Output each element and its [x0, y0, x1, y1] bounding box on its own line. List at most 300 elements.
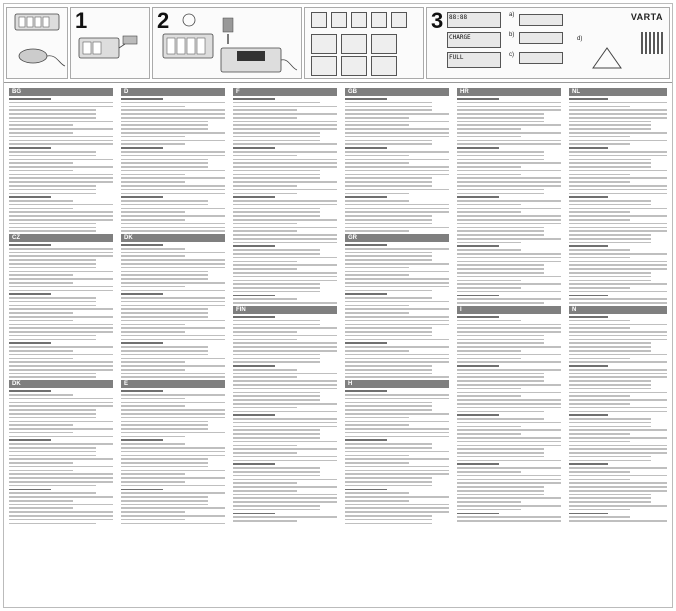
text-line [121, 174, 185, 176]
text-line [569, 298, 667, 300]
text-line [457, 520, 561, 522]
text-line [233, 448, 337, 450]
text-line [457, 261, 561, 263]
text-line [233, 475, 320, 477]
text-line [569, 411, 667, 413]
text-line [569, 253, 667, 255]
text-line [457, 124, 561, 126]
text-line [233, 407, 297, 409]
text-line [233, 471, 320, 473]
text-line [9, 98, 51, 100]
text-line [121, 335, 225, 337]
text-line [121, 473, 185, 475]
text-line [233, 230, 297, 232]
text-line [457, 280, 521, 282]
text-line [121, 470, 225, 472]
text-line [121, 515, 225, 517]
text-line [345, 358, 449, 360]
text-line [457, 365, 499, 367]
text-line [9, 361, 113, 363]
text-line [121, 523, 225, 525]
text-line [233, 373, 337, 375]
text-line [569, 407, 667, 409]
text-line [345, 136, 449, 138]
text-line [345, 297, 432, 299]
text-line [457, 441, 561, 443]
step-number-2: 2 [157, 8, 170, 33]
text-line [233, 426, 337, 428]
text-line [9, 504, 113, 506]
text-line [457, 346, 561, 348]
text-line [569, 109, 667, 111]
text-line [457, 509, 521, 511]
text-line [569, 354, 667, 356]
text-line [569, 291, 667, 293]
text-line [9, 324, 113, 326]
text-line [121, 259, 225, 261]
text-line [457, 147, 499, 149]
text-line [345, 166, 449, 168]
text-line [121, 278, 208, 280]
text-line [345, 248, 449, 250]
text-line [457, 177, 561, 179]
text-line [345, 193, 409, 195]
text-line [233, 354, 320, 356]
text-line [345, 489, 387, 491]
text-line [345, 335, 432, 337]
language-section-body [233, 98, 337, 304]
text-line [121, 193, 225, 195]
text-line [569, 320, 630, 322]
text-line [9, 470, 73, 472]
text-line [569, 106, 630, 108]
text-line [233, 509, 320, 511]
text-line [9, 492, 96, 494]
text-line [345, 98, 387, 100]
text-line [569, 128, 651, 130]
language-section-header: D [121, 88, 225, 96]
text-line [121, 477, 225, 479]
text-line [121, 511, 185, 513]
text-line [345, 373, 432, 375]
text-line [345, 170, 449, 172]
text-line [233, 335, 337, 337]
lcd-readout: CHARGE [449, 34, 471, 41]
text-line [233, 479, 337, 481]
text-line [121, 369, 185, 371]
text-line [233, 414, 275, 416]
text-line [121, 436, 185, 438]
text-line [345, 252, 432, 254]
text-line [121, 373, 225, 375]
text-line [569, 509, 630, 511]
text-line [569, 264, 667, 266]
text-line [457, 482, 561, 484]
text-line [569, 249, 630, 251]
text-line [569, 388, 651, 390]
text-line [569, 177, 667, 179]
text-line [457, 268, 544, 270]
text-line [457, 211, 521, 213]
text-line [9, 477, 113, 479]
text-line [9, 500, 73, 502]
text-line [457, 162, 561, 164]
text-line [9, 293, 51, 295]
brand-logo: VARTA [630, 12, 663, 22]
text-line [233, 147, 275, 149]
text-line [457, 174, 521, 176]
text-line [457, 516, 561, 518]
text-line [121, 485, 225, 487]
text-line [233, 102, 320, 104]
text-line [9, 177, 113, 179]
text-line [569, 268, 667, 270]
text-line [569, 490, 667, 492]
text-line [457, 358, 521, 360]
text-line [9, 193, 96, 195]
text-line [569, 426, 651, 428]
text-line [121, 342, 163, 344]
text-line [569, 211, 630, 213]
text-line [121, 271, 208, 273]
text-line [121, 106, 185, 108]
text-line [569, 467, 667, 469]
text-line [121, 504, 208, 506]
text-line [9, 230, 96, 232]
text-line [9, 369, 113, 371]
text-line [233, 339, 297, 341]
text-line [345, 394, 449, 396]
text-line [9, 421, 113, 423]
text-line [9, 132, 73, 134]
text-line [457, 298, 561, 300]
text-line [345, 481, 432, 483]
text-line [121, 402, 225, 404]
text-line [569, 238, 651, 240]
text-line [345, 496, 449, 498]
text-line [121, 361, 185, 363]
text-line [345, 432, 449, 434]
lcd-display [447, 52, 501, 68]
text-line [457, 245, 499, 247]
text-line [457, 471, 521, 473]
lcd-display [519, 14, 563, 26]
text-line [569, 513, 608, 515]
text-line [457, 411, 544, 413]
text-line [9, 335, 96, 337]
text-line [457, 200, 561, 202]
text-line [345, 174, 449, 176]
text-line [9, 447, 96, 449]
lcd-readout: FULL [449, 54, 464, 61]
text-line [9, 102, 113, 104]
text-column-1 [6, 86, 116, 605]
text-line [121, 255, 185, 257]
text-line [233, 494, 337, 496]
text-line [457, 181, 561, 183]
text-line [9, 252, 113, 254]
text-line [121, 215, 225, 217]
text-line [121, 196, 163, 198]
text-line [569, 143, 630, 145]
text-line [9, 424, 73, 426]
text-line [457, 501, 521, 503]
text-line [9, 515, 113, 517]
text-line [121, 248, 185, 250]
text-line [345, 492, 409, 494]
panel-display-modes [304, 7, 424, 79]
text-line [121, 432, 225, 434]
text-line [233, 253, 320, 255]
text-line [569, 392, 667, 394]
language-section-header: DK [121, 234, 225, 242]
text-line [9, 259, 96, 261]
text-line [569, 437, 667, 439]
language-section-body [569, 316, 667, 522]
text-line [345, 466, 449, 468]
text-line [457, 151, 544, 153]
text-line [457, 460, 561, 462]
step-number-1: 1 [75, 8, 88, 33]
text-line [457, 117, 544, 119]
text-line [9, 267, 96, 269]
text-line [569, 272, 651, 274]
text-line [569, 361, 667, 363]
text-line [233, 117, 297, 119]
instruction-sheet [3, 3, 673, 608]
text-line [345, 405, 432, 407]
sub-label: c) [509, 52, 514, 58]
language-section-header: GR [345, 234, 449, 242]
text-line [457, 215, 561, 217]
text-line [569, 516, 630, 518]
text-line [233, 467, 320, 469]
display-tile [371, 34, 397, 54]
text-line [569, 475, 667, 477]
text-line [457, 287, 521, 289]
text-line [9, 106, 113, 108]
text-line [457, 302, 544, 304]
text-line [345, 227, 449, 229]
text-line [345, 151, 449, 153]
text-line [569, 121, 651, 123]
text-line [345, 162, 409, 164]
text-line [569, 373, 667, 375]
text-line [457, 452, 544, 454]
text-line [9, 297, 96, 299]
text-line [345, 117, 409, 119]
text-line [233, 268, 297, 270]
text-line [9, 219, 113, 221]
text-line [9, 147, 51, 149]
text-line [457, 373, 544, 375]
text-line [9, 215, 113, 217]
text-line [457, 339, 544, 341]
text-line [9, 339, 96, 341]
text-line [233, 399, 320, 401]
text-line [345, 390, 387, 392]
text-line [121, 204, 208, 206]
text-line [233, 223, 297, 225]
text-line [345, 177, 432, 179]
text-line [121, 308, 208, 310]
text-line [121, 316, 208, 318]
panel-step-1 [70, 7, 150, 79]
text-line [569, 136, 630, 138]
mode-icon [351, 12, 367, 28]
text-line [457, 426, 521, 428]
text-line [345, 223, 432, 225]
text-line [345, 462, 409, 464]
mode-icon [311, 12, 327, 28]
text-line [9, 413, 96, 415]
text-line [121, 492, 225, 494]
text-line [457, 264, 544, 266]
step-2-illustration [153, 8, 301, 78]
text-line [9, 439, 51, 441]
text-line [233, 106, 337, 108]
text-line [233, 200, 337, 202]
text-line [121, 327, 225, 329]
text-line [233, 295, 275, 297]
text-line [569, 113, 667, 115]
text-line [457, 445, 561, 447]
text-line [9, 290, 113, 292]
text-line [9, 489, 51, 491]
text-line [345, 255, 432, 257]
text-column-2 [118, 86, 228, 605]
text-line [121, 354, 208, 356]
text-line [457, 170, 561, 172]
text-line [9, 455, 96, 457]
text-line [457, 219, 561, 221]
text-line [569, 324, 667, 326]
text-line [233, 121, 337, 123]
text-line [345, 312, 409, 314]
text-line [569, 208, 667, 210]
language-section-body [9, 98, 113, 232]
text-line [233, 177, 320, 179]
text-line [569, 452, 667, 454]
text-line [9, 162, 73, 164]
text-line [345, 271, 449, 273]
text-line [569, 147, 608, 149]
text-line [569, 380, 651, 382]
text-line [569, 335, 667, 337]
text-line [569, 456, 651, 458]
text-line [233, 331, 297, 333]
text-line [121, 305, 225, 307]
text-line [457, 272, 544, 274]
text-line [233, 358, 320, 360]
text-line [569, 132, 667, 134]
text-line [457, 185, 561, 187]
text-line [345, 132, 449, 134]
text-line [233, 98, 275, 100]
text-line [457, 429, 561, 431]
text-line [233, 342, 337, 344]
text-line [345, 417, 409, 419]
text-line [9, 523, 96, 525]
text-line [345, 369, 432, 371]
text-line [9, 301, 96, 303]
text-line [345, 106, 432, 108]
illustration-strip [4, 4, 672, 83]
text-line [345, 331, 432, 333]
text-line [457, 276, 561, 278]
text-line [345, 485, 432, 487]
text-line [345, 219, 432, 221]
text-line [233, 249, 320, 251]
text-line [457, 166, 521, 168]
text-line [233, 320, 320, 322]
text-line [9, 373, 96, 375]
text-line [569, 414, 608, 416]
text-line [233, 422, 337, 424]
text-line [457, 497, 561, 499]
language-section-body [345, 244, 449, 378]
text-line [345, 196, 387, 198]
qr-code-icon [641, 32, 663, 54]
text-line [9, 204, 113, 206]
text-line [9, 200, 73, 202]
text-line [121, 297, 225, 299]
text-line [457, 257, 561, 259]
language-section-body [9, 390, 113, 524]
text-line [345, 455, 409, 457]
text-line [121, 147, 163, 149]
text-line [233, 211, 320, 213]
text-line [121, 365, 225, 367]
text-line [9, 278, 113, 280]
text-line [121, 159, 208, 161]
text-line [569, 204, 651, 206]
text-line [457, 384, 561, 386]
text-line [121, 394, 225, 396]
text-line [457, 418, 544, 420]
text-line [121, 98, 163, 100]
mode-icon [371, 12, 387, 28]
text-line [121, 417, 225, 419]
text-line [9, 405, 113, 407]
text-line [569, 185, 667, 187]
text-line [233, 452, 297, 454]
text-line [9, 376, 96, 378]
text-line [233, 159, 337, 161]
text-line [457, 479, 561, 481]
text-line [121, 200, 208, 202]
text-line [457, 403, 561, 405]
text-line [9, 402, 113, 404]
text-line [569, 245, 608, 247]
text-line [345, 327, 432, 329]
text-line [233, 264, 337, 266]
text-line [233, 346, 337, 348]
text-line [569, 463, 608, 465]
language-section-header: H [345, 380, 449, 388]
text-line [233, 350, 337, 352]
text-line [121, 181, 185, 183]
text-line [345, 361, 449, 363]
text-line [457, 448, 544, 450]
text-line [233, 380, 337, 382]
text-line [9, 398, 113, 400]
text-line [345, 447, 432, 449]
text-line [457, 230, 544, 232]
language-section-body [345, 390, 449, 524]
text-line [121, 162, 208, 164]
text-line [233, 143, 337, 145]
